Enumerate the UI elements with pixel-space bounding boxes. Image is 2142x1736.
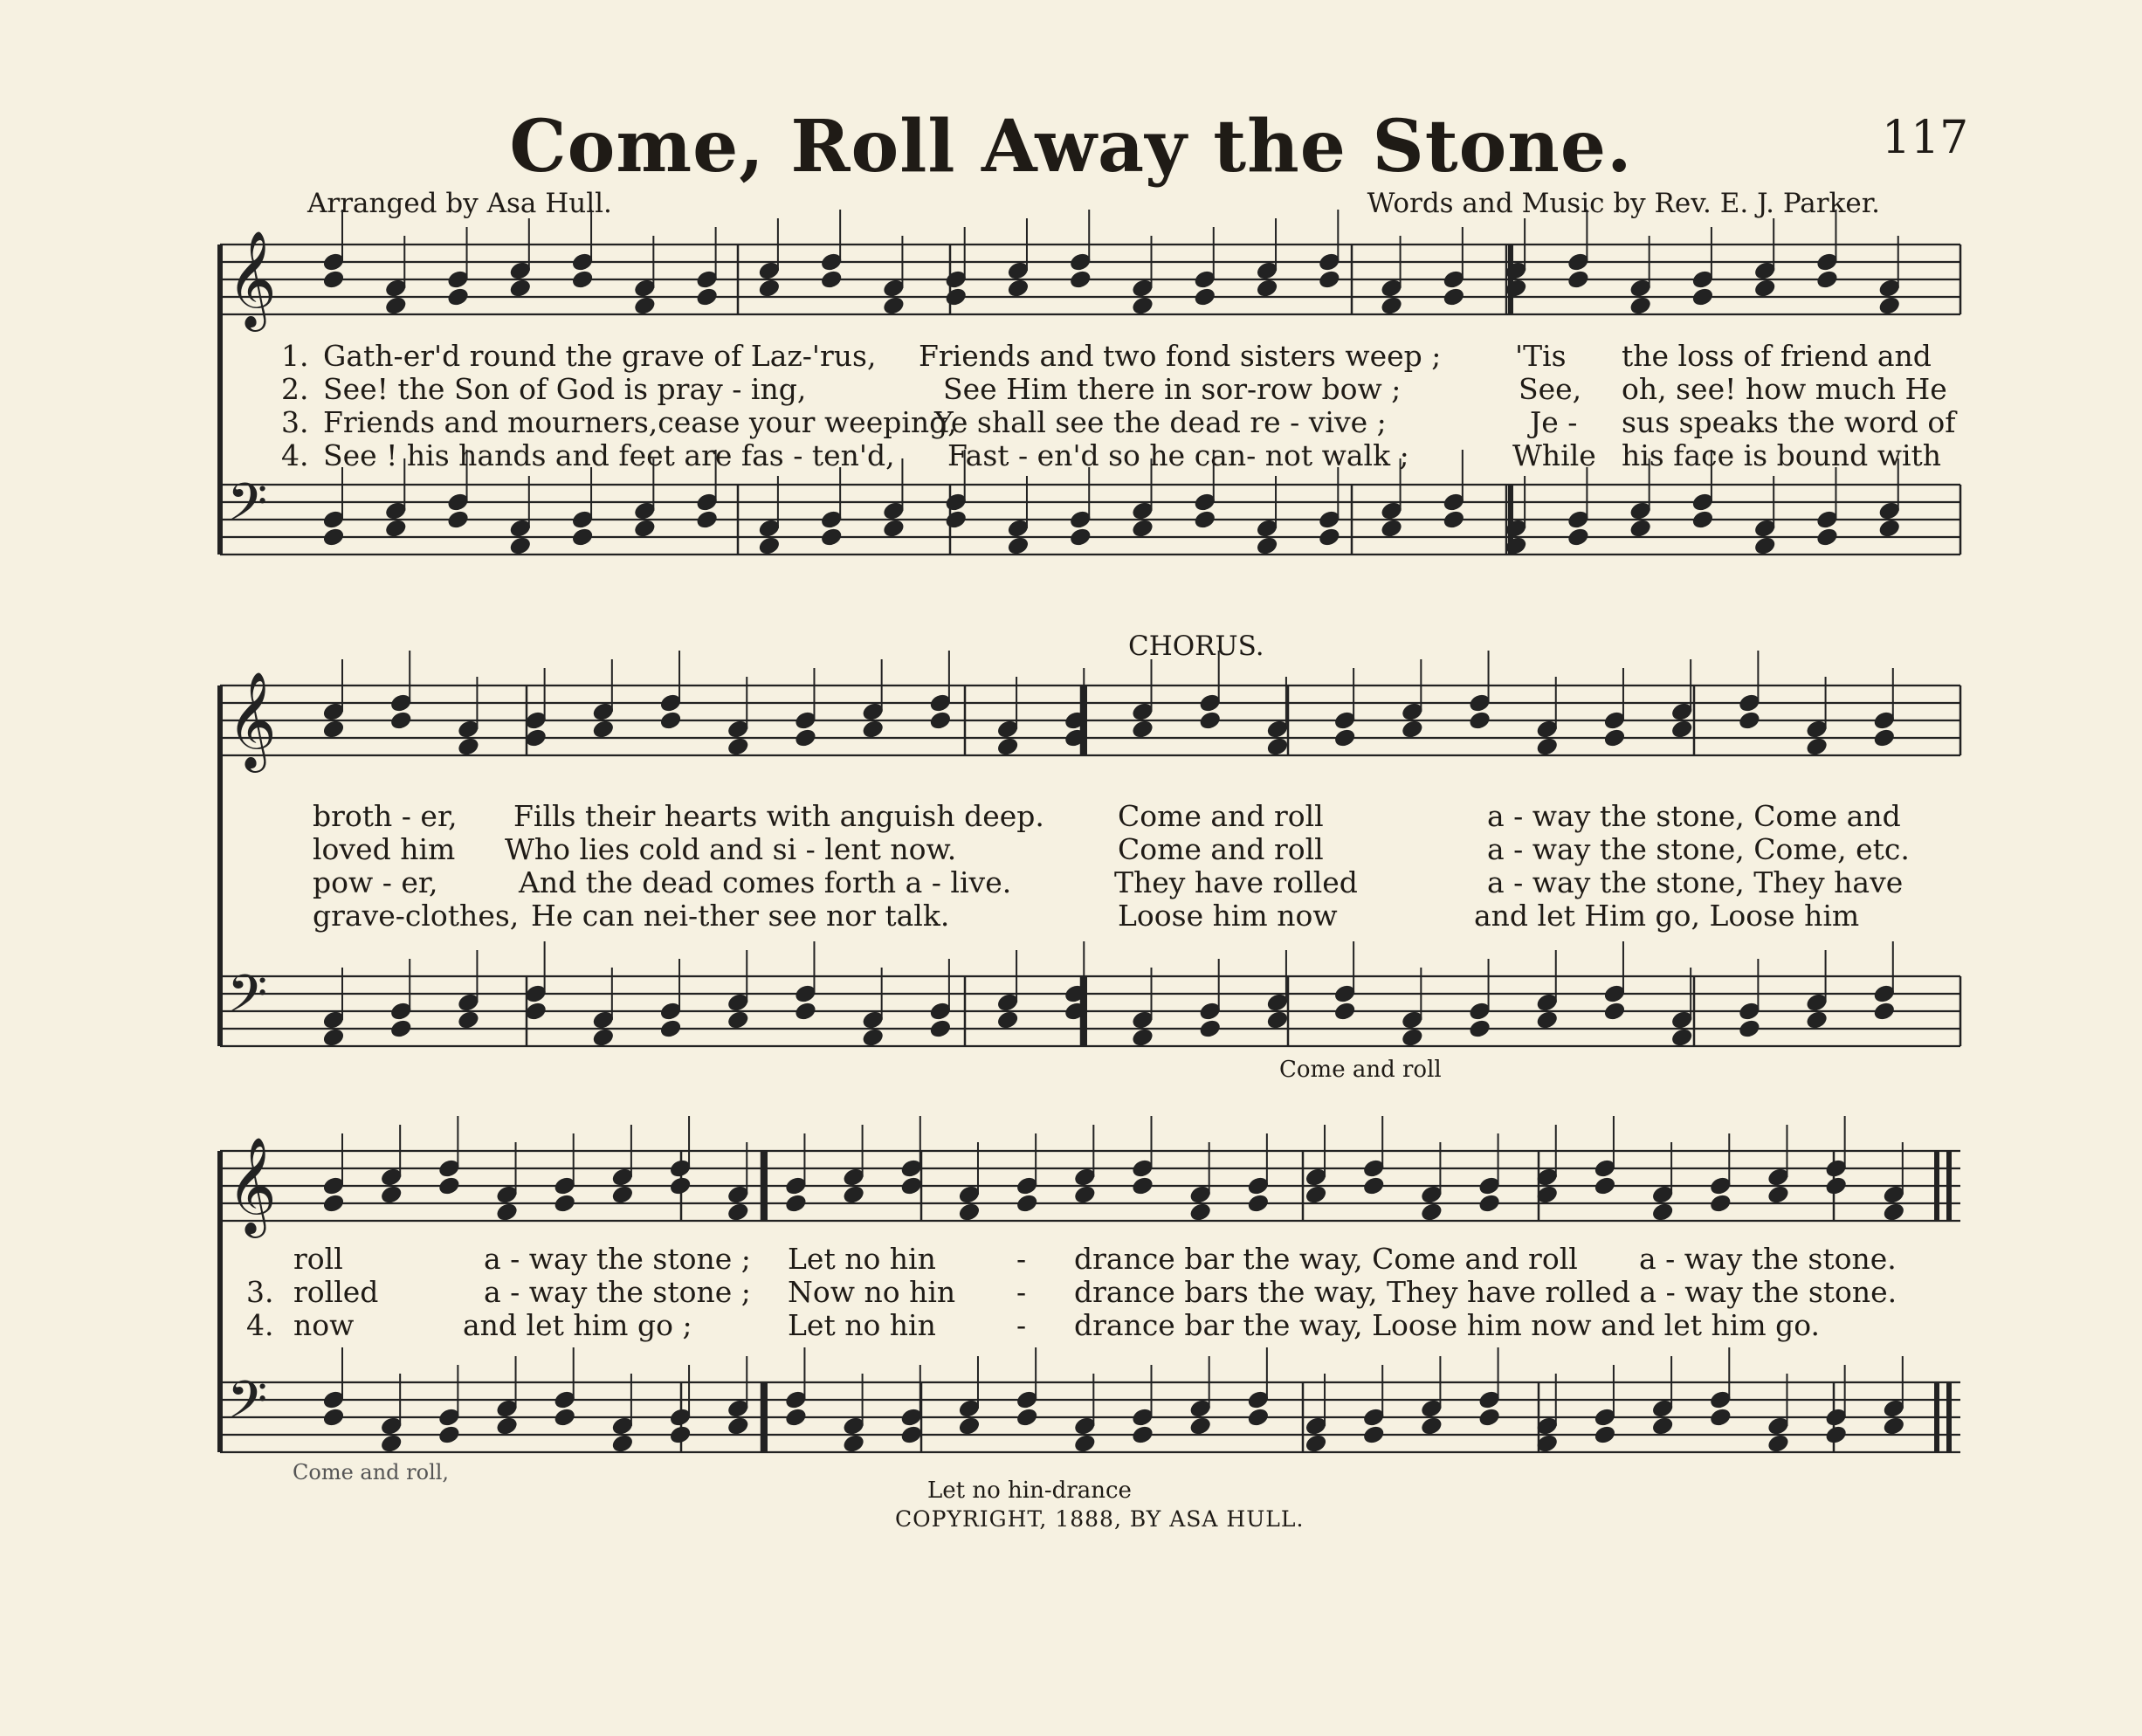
notehead — [1305, 1184, 1328, 1205]
notehead — [633, 295, 657, 316]
notehead — [1594, 1175, 1617, 1196]
notehead — [1767, 1433, 1790, 1454]
notehead — [1401, 1027, 1424, 1048]
notehead — [1505, 278, 1528, 299]
notehead — [1266, 1009, 1290, 1030]
notehead — [727, 736, 750, 757]
notehead — [571, 269, 595, 290]
verse-line-3-2: 3. rolled a - way the stone ; Now no hin - drance bars the way, They have rolled a - way the stone. — [246, 1275, 1897, 1309]
notehead — [1256, 535, 1279, 556]
notehead — [446, 286, 470, 307]
notehead — [1477, 1407, 1501, 1428]
notehead — [1193, 509, 1216, 530]
notehead — [1505, 535, 1528, 556]
notehead — [322, 719, 346, 740]
notehead — [1318, 269, 1341, 290]
notehead — [1594, 1424, 1617, 1445]
notehead — [1805, 1009, 1829, 1030]
treble-clef-icon: 𝄞 — [227, 1136, 277, 1234]
notehead — [457, 1009, 480, 1030]
notehead — [996, 736, 1020, 757]
notehead — [727, 1202, 750, 1223]
notehead — [944, 509, 968, 530]
notehead — [1629, 518, 1652, 539]
notehead — [1131, 295, 1154, 316]
notehead — [1535, 1009, 1559, 1030]
notehead — [899, 1175, 923, 1196]
notehead — [1603, 1001, 1627, 1022]
notehead — [861, 1027, 885, 1048]
notehead — [553, 1407, 576, 1428]
notehead — [842, 1184, 865, 1205]
notehead — [727, 1009, 750, 1030]
notehead — [437, 1175, 461, 1196]
notehead — [1247, 1193, 1271, 1214]
notehead — [1333, 1001, 1357, 1022]
notehead — [1188, 1202, 1212, 1223]
notehead — [1073, 1433, 1097, 1454]
notehead — [1468, 1018, 1491, 1039]
notehead — [1318, 527, 1341, 548]
notehead — [1477, 1193, 1501, 1214]
notehead — [944, 286, 968, 307]
notehead — [384, 518, 408, 539]
notehead — [1131, 1027, 1154, 1048]
bass-cue-text-3: Let no hin-drance — [927, 1478, 1132, 1504]
notehead — [695, 286, 719, 307]
notehead — [1651, 1202, 1675, 1223]
notehead — [1815, 527, 1839, 548]
notehead — [508, 535, 532, 556]
notehead — [669, 1424, 692, 1445]
notehead — [1753, 278, 1777, 299]
notehead — [1882, 1202, 1905, 1223]
notehead — [1691, 286, 1715, 307]
notehead — [1131, 1424, 1154, 1445]
verse-line-1-4: 4. See ! his hands and feet are fas - ten'd, Fast - en'd so he can- not walk ; While his face is bound with — [281, 438, 1942, 472]
hymn-title: Come, Roll Away the Stone. — [509, 105, 1633, 189]
bass-clef-icon: 𝄢 — [227, 472, 268, 545]
notehead — [1877, 295, 1901, 316]
notehead — [996, 1009, 1020, 1030]
notehead — [1401, 719, 1424, 740]
notehead — [1266, 736, 1290, 757]
notehead — [611, 1184, 635, 1205]
notehead — [1131, 719, 1154, 740]
notehead — [1420, 1202, 1443, 1223]
notehead — [384, 295, 408, 316]
notehead — [1872, 727, 1896, 748]
notehead — [820, 269, 844, 290]
notehead — [1805, 736, 1829, 757]
notehead — [380, 1184, 403, 1205]
notehead — [1738, 1018, 1761, 1039]
notehead — [1247, 1407, 1271, 1428]
notehead — [633, 518, 657, 539]
notehead — [1007, 278, 1030, 299]
notehead — [659, 710, 683, 731]
notehead — [758, 278, 782, 299]
notehead — [1629, 295, 1652, 316]
notehead — [437, 1424, 461, 1445]
notehead — [861, 719, 885, 740]
notehead — [1824, 1424, 1848, 1445]
notehead — [1535, 736, 1559, 757]
notehead — [1073, 1184, 1097, 1205]
notehead — [1877, 518, 1901, 539]
notehead — [1670, 1027, 1694, 1048]
notehead — [1709, 1407, 1732, 1428]
bass-clef-icon: 𝄢 — [227, 1369, 268, 1443]
notehead — [389, 710, 413, 731]
notehead — [1738, 710, 1761, 731]
bass-cue-text: Come and roll — [1279, 1057, 1442, 1083]
notehead — [1198, 710, 1222, 731]
notehead — [1670, 719, 1694, 740]
notehead — [882, 295, 906, 316]
notehead — [1131, 518, 1154, 539]
notehead — [727, 1416, 750, 1436]
notehead — [758, 535, 782, 556]
notehead — [1256, 278, 1279, 299]
notehead — [1767, 1184, 1790, 1205]
page-number: 117 — [1882, 112, 1969, 164]
notehead — [1824, 1175, 1848, 1196]
notehead — [1016, 1407, 1039, 1428]
notehead — [1651, 1416, 1675, 1436]
treble-clef-icon: 𝄞 — [227, 230, 277, 327]
notehead — [524, 727, 548, 748]
copyright: COPYRIGHT, 1888, BY ASA HULL. — [895, 1506, 1305, 1532]
notehead — [495, 1202, 519, 1223]
notehead — [1442, 286, 1465, 307]
notehead — [929, 710, 953, 731]
notehead — [322, 269, 346, 290]
notehead — [784, 1407, 808, 1428]
notehead — [1362, 1175, 1386, 1196]
bass-clef-icon: 𝄢 — [227, 963, 268, 1037]
notehead — [1882, 1416, 1905, 1436]
notehead — [929, 1018, 953, 1039]
verse-line-3-1: roll a - way the stone ; Let no hin - drance bar the way, Come and roll a - way the stone. — [293, 1242, 1897, 1276]
notehead — [1420, 1416, 1443, 1436]
notehead — [1872, 1001, 1896, 1022]
treble-clef-icon: 𝄞 — [227, 671, 277, 768]
notehead — [1380, 518, 1403, 539]
notehead — [508, 278, 532, 299]
chorus-label: CHORUS. — [1128, 630, 1264, 662]
verse-line-1-2: 2. See! the Son of God is pray - ing, See Him there in sor-row bow ; See, oh, see! how much He — [281, 372, 1947, 406]
verse-line-3-3: 4. now and let him go ; Let no hin - drance bar the way, Loose him now and let him go. — [246, 1308, 1821, 1342]
notehead — [669, 1175, 692, 1196]
notehead — [591, 719, 615, 740]
notehead — [882, 518, 906, 539]
notehead — [380, 1433, 403, 1454]
notehead — [899, 1424, 923, 1445]
notehead — [1691, 509, 1715, 530]
notehead — [820, 527, 844, 548]
arranger-credit: Arranged by Asa Hull. — [307, 188, 612, 219]
notehead — [322, 527, 346, 548]
notehead — [1362, 1424, 1386, 1445]
notehead — [446, 509, 470, 530]
bass-cue-text-2: Come and roll, — [293, 1460, 450, 1485]
composer-credit: Words and Music by Rev. E. J. Parker. — [1367, 188, 1880, 219]
notehead — [457, 736, 480, 757]
notehead — [495, 1416, 519, 1436]
notehead — [389, 1018, 413, 1039]
notehead — [1567, 269, 1590, 290]
notehead — [591, 1027, 615, 1048]
notehead — [322, 1407, 346, 1428]
notehead — [794, 1001, 817, 1022]
notehead — [1188, 1416, 1212, 1436]
notehead — [958, 1202, 981, 1223]
notehead — [794, 727, 817, 748]
notehead — [1603, 727, 1627, 748]
notehead — [784, 1193, 808, 1214]
notehead — [1468, 710, 1491, 731]
notehead — [659, 1018, 683, 1039]
notehead — [1198, 1018, 1222, 1039]
notehead — [1333, 727, 1357, 748]
notehead — [553, 1193, 576, 1214]
notehead — [1305, 1433, 1328, 1454]
notehead — [1567, 527, 1590, 548]
notehead — [695, 509, 719, 530]
notehead — [322, 1193, 346, 1214]
verse-line-1-1: 1. Gath-er'd round the grave of Laz-'rus, Friends and two fond sisters weep ; 'Tis the loss of friend and — [281, 339, 1932, 373]
notehead — [1069, 527, 1092, 548]
notehead — [1007, 535, 1030, 556]
notehead — [958, 1416, 981, 1436]
notehead — [1442, 509, 1465, 530]
notehead — [611, 1433, 635, 1454]
notehead — [1815, 269, 1839, 290]
notehead — [1753, 535, 1777, 556]
notehead — [1709, 1193, 1732, 1214]
notehead — [1131, 1175, 1154, 1196]
notehead — [322, 1027, 346, 1048]
notehead — [842, 1433, 865, 1454]
notehead — [1193, 286, 1216, 307]
notehead — [1016, 1193, 1039, 1214]
verse-line-1-3: 3. Friends and mourners,cease your weeping, Ye shall see the dead re - vive ; Je - sus speaks the word of — [281, 405, 1956, 439]
notehead — [1069, 269, 1092, 290]
notehead — [524, 1001, 548, 1022]
notehead — [1380, 295, 1403, 316]
notehead — [571, 527, 595, 548]
